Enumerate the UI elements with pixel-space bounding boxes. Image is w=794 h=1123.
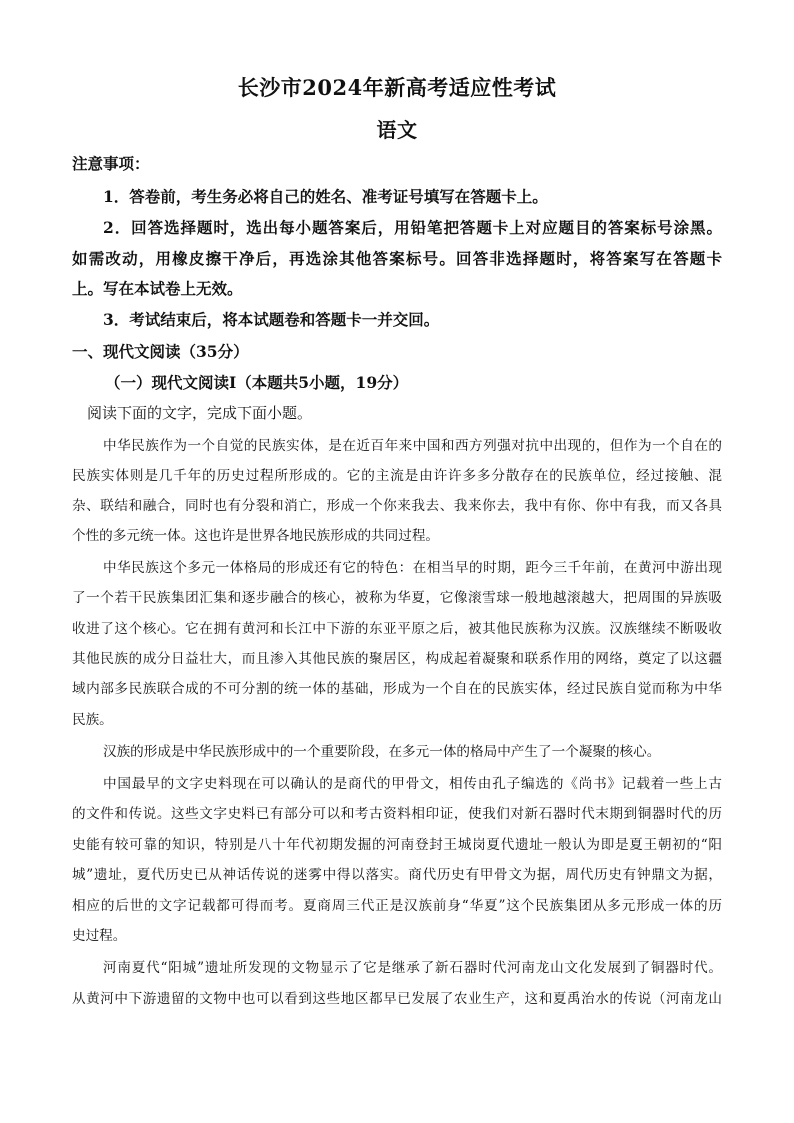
passage-line: 其他民族的成分日益壮大，而且渗入其他民族的聚居区，构成起着凝聚和联系作用的网络，奠定了以这疆 [72,651,722,667]
passage-line: 相应的后世的文字记载都可得而考。夏商周三代正是汉族前身“华夏”这个民族集团从多元形成一体的历 [72,898,722,914]
notice-line: 如需改动，用橡皮擦干净后，再选涂其他答案标号。回答非选择题时，将答案写在答题卡 [72,249,722,268]
passage-line: 了一个若干民族集团汇集和逐步融合的核心，被称为华夏，它像滚雪球一般地越滚越大，把周围的异族吸 [72,590,722,606]
exam-subject: 语文 [376,118,418,142]
notice-line: 1．答卷前，考生务必将自己的姓名、准考证号填写在答题卡上。 [103,187,548,206]
section-subheading: （一）现代文阅读Ⅰ（本题共5小题，19分） [105,373,409,392]
passage-line: 民族实体则是几千年的历史过程所形成的。它的主流是由许许多多分散存在的民族单位，经过接触、混 [72,468,722,484]
exam-title: 长沙市2024年新高考适应性考试 [237,75,557,100]
passage-line: 城”遗址，夏代历史已从神话传说的迷雾中得以落实。商代历史有甲骨文为据，周代历史有钟鼎文为据， [72,867,722,883]
passage-line: 个性的多元统一体。这也许是世界各地民族形成的共同过程。 [72,528,440,544]
notice-line: 上。写在本试卷上无效。 [72,279,243,298]
notice-line: 3．考试结束后，将本试题卷和答题卡一并交回。 [103,310,440,329]
passage-line: 史能有较可靠的知识，特别是八十年代初期发掘的河南登封王城岗夏代遗址一般认为即是夏王朝初的“阳 [72,837,722,853]
notice-heading: 注意事项： [72,154,150,173]
passage-line: 的文件和传说。这些文字史料已有部分可以和考古资料相印证，使我们对新石器时代末期到铜器时代的历 [72,806,722,822]
passage-line: 杂、联结和融合，同时也有分裂和消亡，形成一个你来我去、我来你去，我中有你、你中有我，而又各具 [72,498,722,514]
passage-line: 民族。 [72,712,113,728]
passage-line: 河南夏代“阳城”遗址所发现的文物显示了它是继承了新石器时代河南龙山文化发展到了铜器时代。 [103,960,722,976]
passage-line: 中华民族这个多元一体格局的形成还有它的特色：在相当早的时期，距今三千年前，在黄河中游出现 [103,560,722,576]
passage-line: 中华民族作为一个自觉的民族实体，是在近百年来中国和西方列强对抗中出现的，但作为一个自在的 [103,438,722,454]
passage-line: 中国最早的文字史料现在可以确认的是商代的甲骨文，相传由孔子编选的《尚书》记载着一些上古 [103,776,722,792]
passage-line: 汉族的形成是中华民族形成中的一个重要阶段，在多元一体的格局中产生了一个凝聚的核心。 [103,744,661,760]
reading-instruction: 阅读下面的文字，完成下面小题。 [87,404,313,422]
passage-line: 域内部多民族联合成的不可分割的统一体的基础，形成为一个自在的民族实体，经过民族自觉而称为中华 [72,681,722,697]
passage-line: 从黄河中下游遗留的文物中也可以看到这些地区都早已发展了农业生产，这和夏禹治水的传说（河南龙山 [72,991,722,1007]
passage-line: 收进了这个核心。它在拥有黄河和长江中下游的东亚平原之后，被其他民族称为汉族。汉族继续不断吸收 [72,621,722,637]
passage-line: 史过程。 [72,928,127,944]
notice-line: 2．回答选择题时，选出每小题答案后，用铅笔把答题卡上对应题目的答案标号涂黑。 [103,218,722,237]
section-heading: 一、现代文阅读（35分） [72,342,249,361]
